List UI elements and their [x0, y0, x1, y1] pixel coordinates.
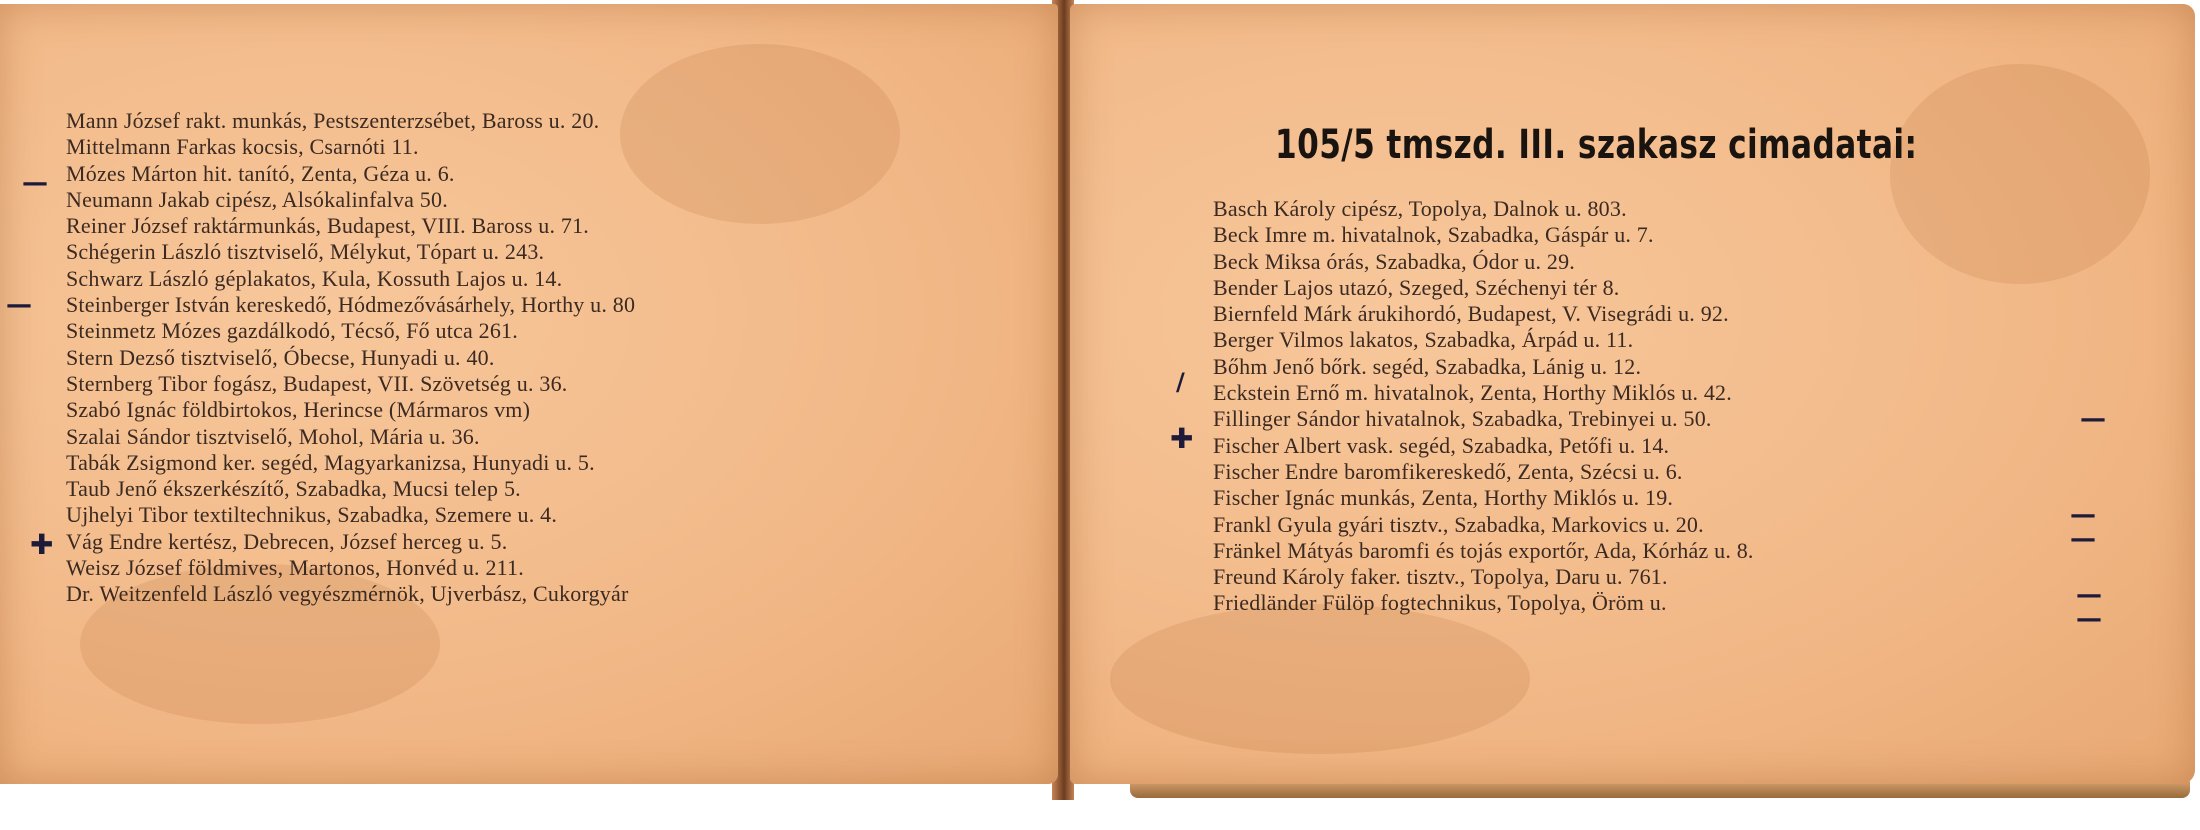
- list-item: Friedländer Fülöp fogtechnikus, Topolya, Öröm u.: [1213, 590, 1667, 616]
- section-heading: 105/5 tmszd. III. szakasz cimadatai:: [1275, 122, 1918, 168]
- margin-dash-mark: —: [2070, 500, 2096, 530]
- list-item: Fränkel Mátyás baromfi és tojás exportőr, Ada, Kórház u. 8.: [1213, 537, 1754, 563]
- paper-stain: [1890, 64, 2150, 284]
- list-item: Beck Miksa órás, Szabadka, Ódor u. 29.: [1213, 248, 1575, 274]
- right-address-list: [1213, 196, 1754, 617]
- list-item: Tabák Zsigmond ker. segéd, Magyarkanizsa, Hunyadi u. 5.: [66, 449, 595, 475]
- left-address-list: [66, 108, 635, 608]
- list-item: Schégerin László tisztviselő, Mélykut, Tópart u. 243.: [66, 239, 545, 265]
- list-item: Vág Endre kertész, Debrecen, József herceg u. 5.: [66, 528, 508, 554]
- margin-tick-mark: /: [1176, 368, 1185, 396]
- list-item: Basch Károly cipész, Topolya, Dalnok u. 803.: [1213, 196, 1627, 221]
- list-item: Weisz József földmives, Martonos, Honvéd u. 211.: [66, 555, 524, 581]
- list-item: Bőhm Jenő bőrk. segéd, Szabadka, Lánig u. 12.: [1213, 353, 1642, 379]
- left-page: [0, 4, 1058, 784]
- list-item: Eckstein Ernő m. hivatalnok, Zenta, Horthy Miklós u. 42.: [1213, 380, 1732, 406]
- list-item: Bender Lajos utazó, Szeged, Széchenyi tér 8.: [1213, 274, 1620, 300]
- list-item: Sternberg Tibor fogász, Budapest, VII. Szövetség u. 36.: [66, 370, 568, 396]
- margin-dash-mark: —: [6, 290, 32, 320]
- list-item: Ujhelyi Tibor textiltechnikus, Szabadka, Szemere u. 4.: [66, 502, 558, 528]
- paper-stain: [620, 44, 900, 224]
- list-item: Reiner József raktármunkás, Budapest, VIII. Baross u. 71.: [66, 213, 589, 239]
- list-item: Schwarz László géplakatos, Kula, Kossuth Lajos u. 14.: [66, 265, 563, 291]
- margin-dash-mark: —: [2076, 580, 2102, 610]
- list-item: Fischer Endre baromfikereskedő, Zenta, Szécsi u. 6.: [1213, 458, 1683, 484]
- margin-dash-mark: —: [2070, 524, 2096, 554]
- list-item: Fillinger Sándor hivatalnok, Szabadka, Trebinyei u. 50.: [1213, 406, 1712, 432]
- list-item: Szalai Sándor tisztviselő, Mohol, Mária u. 36.: [66, 423, 480, 449]
- list-item: Steinberger István kereskedő, Hódmezővásárhely, Horthy u. 80: [66, 292, 636, 318]
- margin-dash-mark: —: [2076, 604, 2102, 634]
- paper-stain: [1110, 604, 1530, 754]
- list-item: Beck Imre m. hivatalnok, Szabadka, Gáspár u. 7.: [1213, 222, 1654, 248]
- list-item: Fischer Albert vask. segéd, Szabadka, Petőfi u. 14.: [1213, 432, 1670, 458]
- margin-dash-mark: —: [2080, 404, 2106, 434]
- list-item: Dr. Weitzenfeld László vegyészmérnök, Ujverbász, Cukorgyár: [66, 581, 629, 607]
- list-item: Neumann Jakab cipész, Alsókalinfalva 50.: [66, 186, 448, 212]
- list-item: Frankl Gyula gyári tisztv., Szabadka, Markovics u. 20.: [1213, 511, 1704, 537]
- list-item: Biernfeld Márk árukihordó, Budapest, V. Visegrádi u. 92.: [1213, 301, 1729, 327]
- list-item: Fischer Ignác munkás, Zenta, Horthy Miklós u. 19.: [1213, 485, 1674, 511]
- list-item: Freund Károly faker. tisztv., Topolya, Daru u. 761.: [1213, 564, 1668, 590]
- list-item: Mittelmann Farkas kocsis, Csarnóti 11.: [66, 134, 419, 160]
- margin-dash-mark: —: [22, 168, 48, 198]
- list-item: Mózes Márton hit. tanító, Zenta, Géza u. 6.: [66, 160, 455, 186]
- list-item: Steinmetz Mózes gazdálkodó, Técső, Fő utca 261.: [66, 318, 518, 344]
- right-page: [1070, 4, 2195, 784]
- margin-cross-mark: ✚: [1170, 422, 1194, 455]
- list-item: Taub Jenő ékszerkészítő, Szabadka, Mucsi telep 5.: [66, 476, 521, 502]
- list-item: Berger Vilmos lakatos, Szabadka, Árpád u. 11.: [1213, 327, 1634, 353]
- margin-cross-mark: ✚: [30, 528, 54, 561]
- list-item: Szabó Ignác földbirtokos, Herincse (Mármaros vm): [66, 397, 531, 423]
- list-item: Stern Dezső tisztviselő, Óbecse, Hunyadi u. 40.: [66, 344, 495, 370]
- list-item: Mann József rakt. munkás, Pestszenterzsébet, Baross u. 20.: [66, 108, 600, 133]
